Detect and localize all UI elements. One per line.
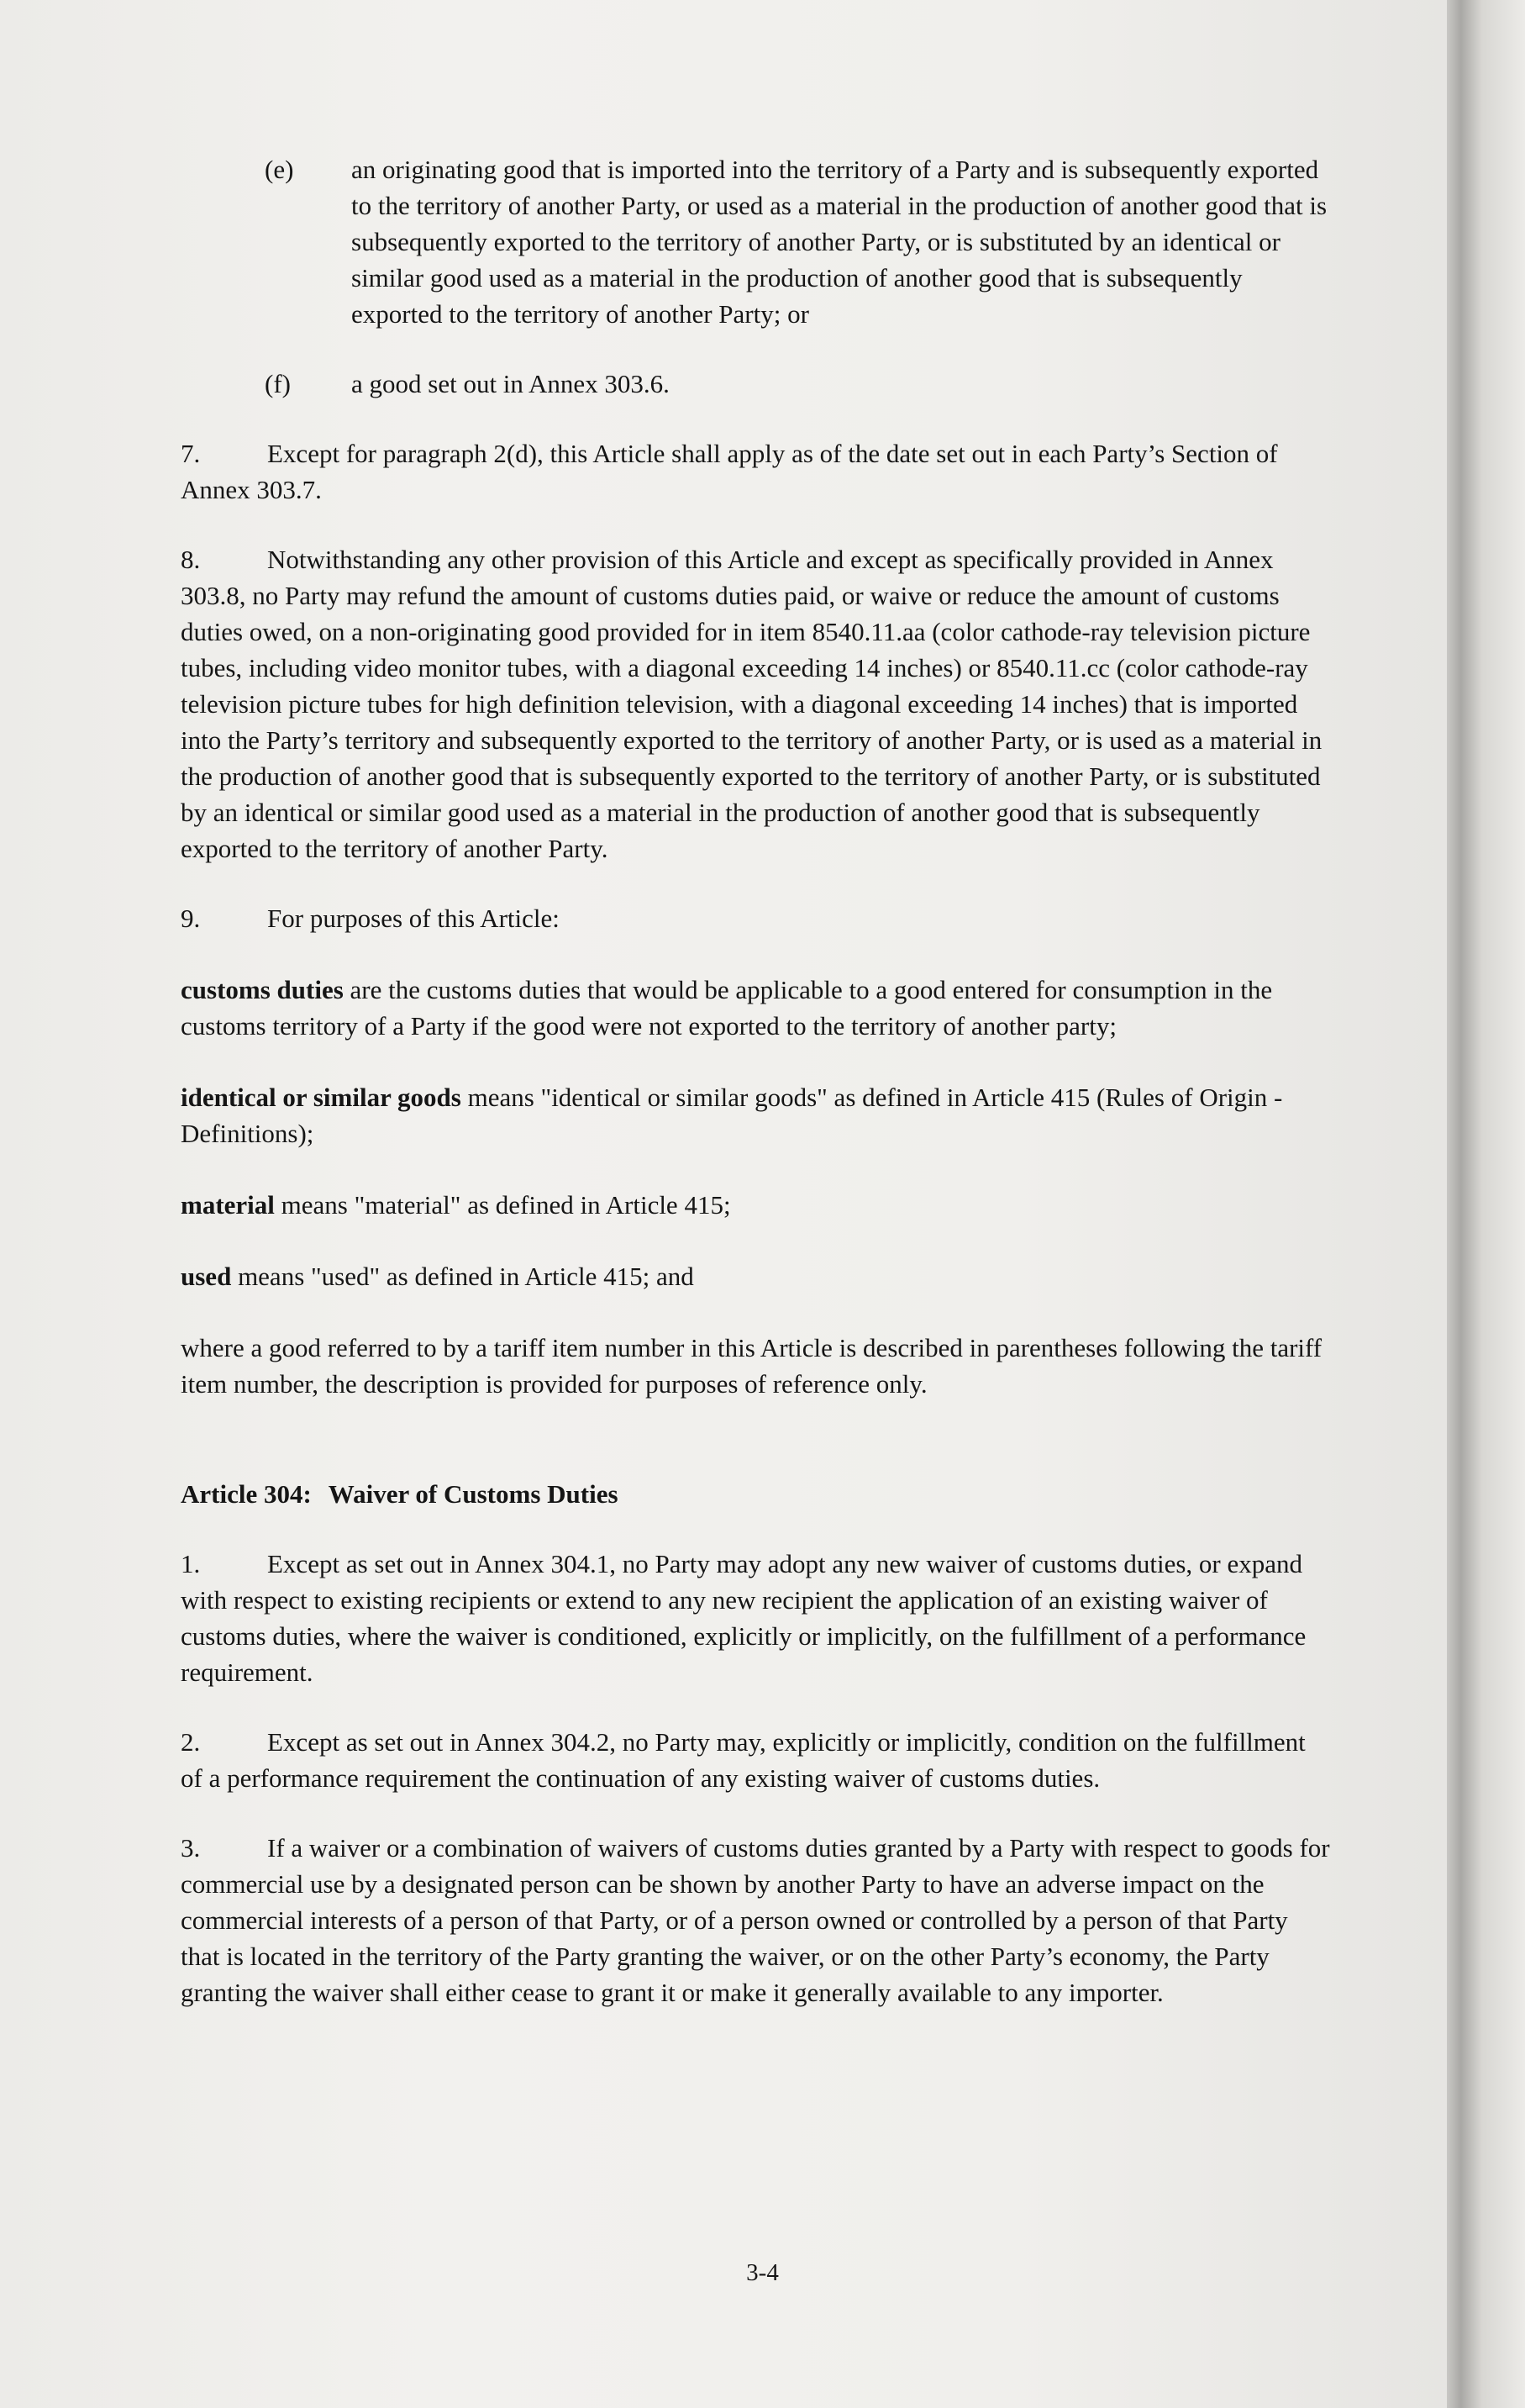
paragraph-text: For purposes of this Article: bbox=[267, 904, 560, 933]
closing-note: where a good referred to by a tariff item number in this Article is described in parentheses following the tariff item number, the description is provided for purposes of reference only. bbox=[181, 1333, 1323, 1399]
page-footer bbox=[0, 2259, 1525, 2287]
item-label: (f) bbox=[265, 369, 291, 398]
paragraph-number: 8. bbox=[181, 545, 201, 574]
item-text: an originating good that is imported into the territory of a Party and is subsequently exported to the territory of another Party, or used as a material in the production of another good that is subsequently exported to the territory of another Party, or is substituted by an identical or similar good used as a material in the production of another good that is subsequently exported to the territory of another Party; or bbox=[351, 155, 1328, 329]
paragraph-7 bbox=[181, 435, 1332, 508]
paragraph-8 bbox=[181, 541, 1332, 867]
definition-customs-duties bbox=[181, 972, 1332, 1044]
article-heading bbox=[181, 1476, 1332, 1512]
list-item-e bbox=[181, 151, 1332, 332]
definition-term: customs duties bbox=[181, 975, 344, 1004]
article-number: Article 304: bbox=[181, 1479, 312, 1509]
paragraph-text: Notwithstanding any other provision of this Article and except as specifically provided in Annex 303.8, no Party may refund the amount of customs duties paid, or waive or reduce the amount of customs duties owed, on a non-originating good provided for in item 8540.11.aa (color cathode-ray television picture tubes, including video monitor tubes, with a diagonal exceeding 14 inches) or 8540.11.cc (color cathode-ray television picture tubes for high definition television, with a diagonal exceeding 14 inches) that is imported into the Party’s territory and subsequently exported to the territory of another Party, or is used as a material in the production of another good that is subsequently exported to the territory of another Party, or is substituted by an identical or similar good used as a material in the production of another good that is subsequently exported to the territory of another Party. bbox=[181, 545, 1323, 863]
definition-text: means "used" as defined in Article 415; and bbox=[231, 1262, 694, 1291]
paragraph-text: Except as set out in Annex 304.2, no Party may, explicitly or implicitly, condition on the fulfillment of a performance requirement the continuation of any existing waiver of customs duties. bbox=[181, 1727, 1306, 1793]
definition-used bbox=[181, 1258, 1332, 1294]
paragraph-number: 3. bbox=[181, 1833, 201, 1863]
definition-term: used bbox=[181, 1262, 232, 1291]
paragraph-number: 2. bbox=[181, 1727, 201, 1757]
definition-text: are the customs duties that would be applicable to a good entered for consumption in the customs territory of a Party if the good were not exported to the territory of another party; bbox=[181, 975, 1273, 1041]
definition-term: material bbox=[181, 1190, 275, 1220]
paragraph-number: 1. bbox=[181, 1549, 201, 1578]
article-304-paragraph-1 bbox=[181, 1546, 1332, 1690]
page-number: 3-4 bbox=[746, 2259, 779, 2286]
item-text: a good set out in Annex 303.6. bbox=[351, 369, 670, 398]
definition-material bbox=[181, 1187, 1332, 1223]
paragraph-text: Except for paragraph 2(d), this Article shall apply as of the date set out in each Party’s Section of Annex 303.7. bbox=[181, 439, 1278, 504]
article-304-paragraph-3 bbox=[181, 1830, 1332, 2010]
document-body bbox=[181, 151, 1332, 2010]
paragraph-number: 7. bbox=[181, 439, 201, 468]
article-title: Waiver of Customs Duties bbox=[328, 1479, 618, 1509]
definition-text: means "identical or similar goods" as defined in Article 415 (Rules of Origin - Definitions); bbox=[181, 1083, 1283, 1148]
paragraph-9 bbox=[181, 900, 1332, 936]
paragraph-text: If a waiver or a combination of waivers of customs duties granted by a Party with respect to goods for commercial use by a designated person can be shown by another Party to have an adverse impact on the commercial interests of a person of that Party, or of a person owned or controlled by a person of that Party that is located in the territory of the Party granting the waiver, or on the other Party’s economy, the Party granting the waiver shall either cease to grant it or make it generally available to any importer. bbox=[181, 1833, 1330, 2007]
page-binding-edge bbox=[1447, 0, 1525, 2408]
definition-term: identical or similar goods bbox=[181, 1083, 461, 1112]
paragraph-text: Except as set out in Annex 304.1, no Party may adopt any new waiver of customs duties, or expand with respect to existing recipients or extend to any new recipient the application of an existing waiver of customs duties, where the waiver is conditioned, explicitly or implicitly, on the fulfillment of a performance requirement. bbox=[181, 1549, 1307, 1687]
article-304-paragraph-2 bbox=[181, 1724, 1332, 1796]
list-item-f bbox=[181, 366, 1332, 402]
definition-identical-or-similar-goods bbox=[181, 1079, 1332, 1151]
item-label: (e) bbox=[265, 155, 294, 184]
definition-text: means "material" as defined in Article 415; bbox=[274, 1190, 731, 1220]
paragraph-number: 9. bbox=[181, 904, 201, 933]
